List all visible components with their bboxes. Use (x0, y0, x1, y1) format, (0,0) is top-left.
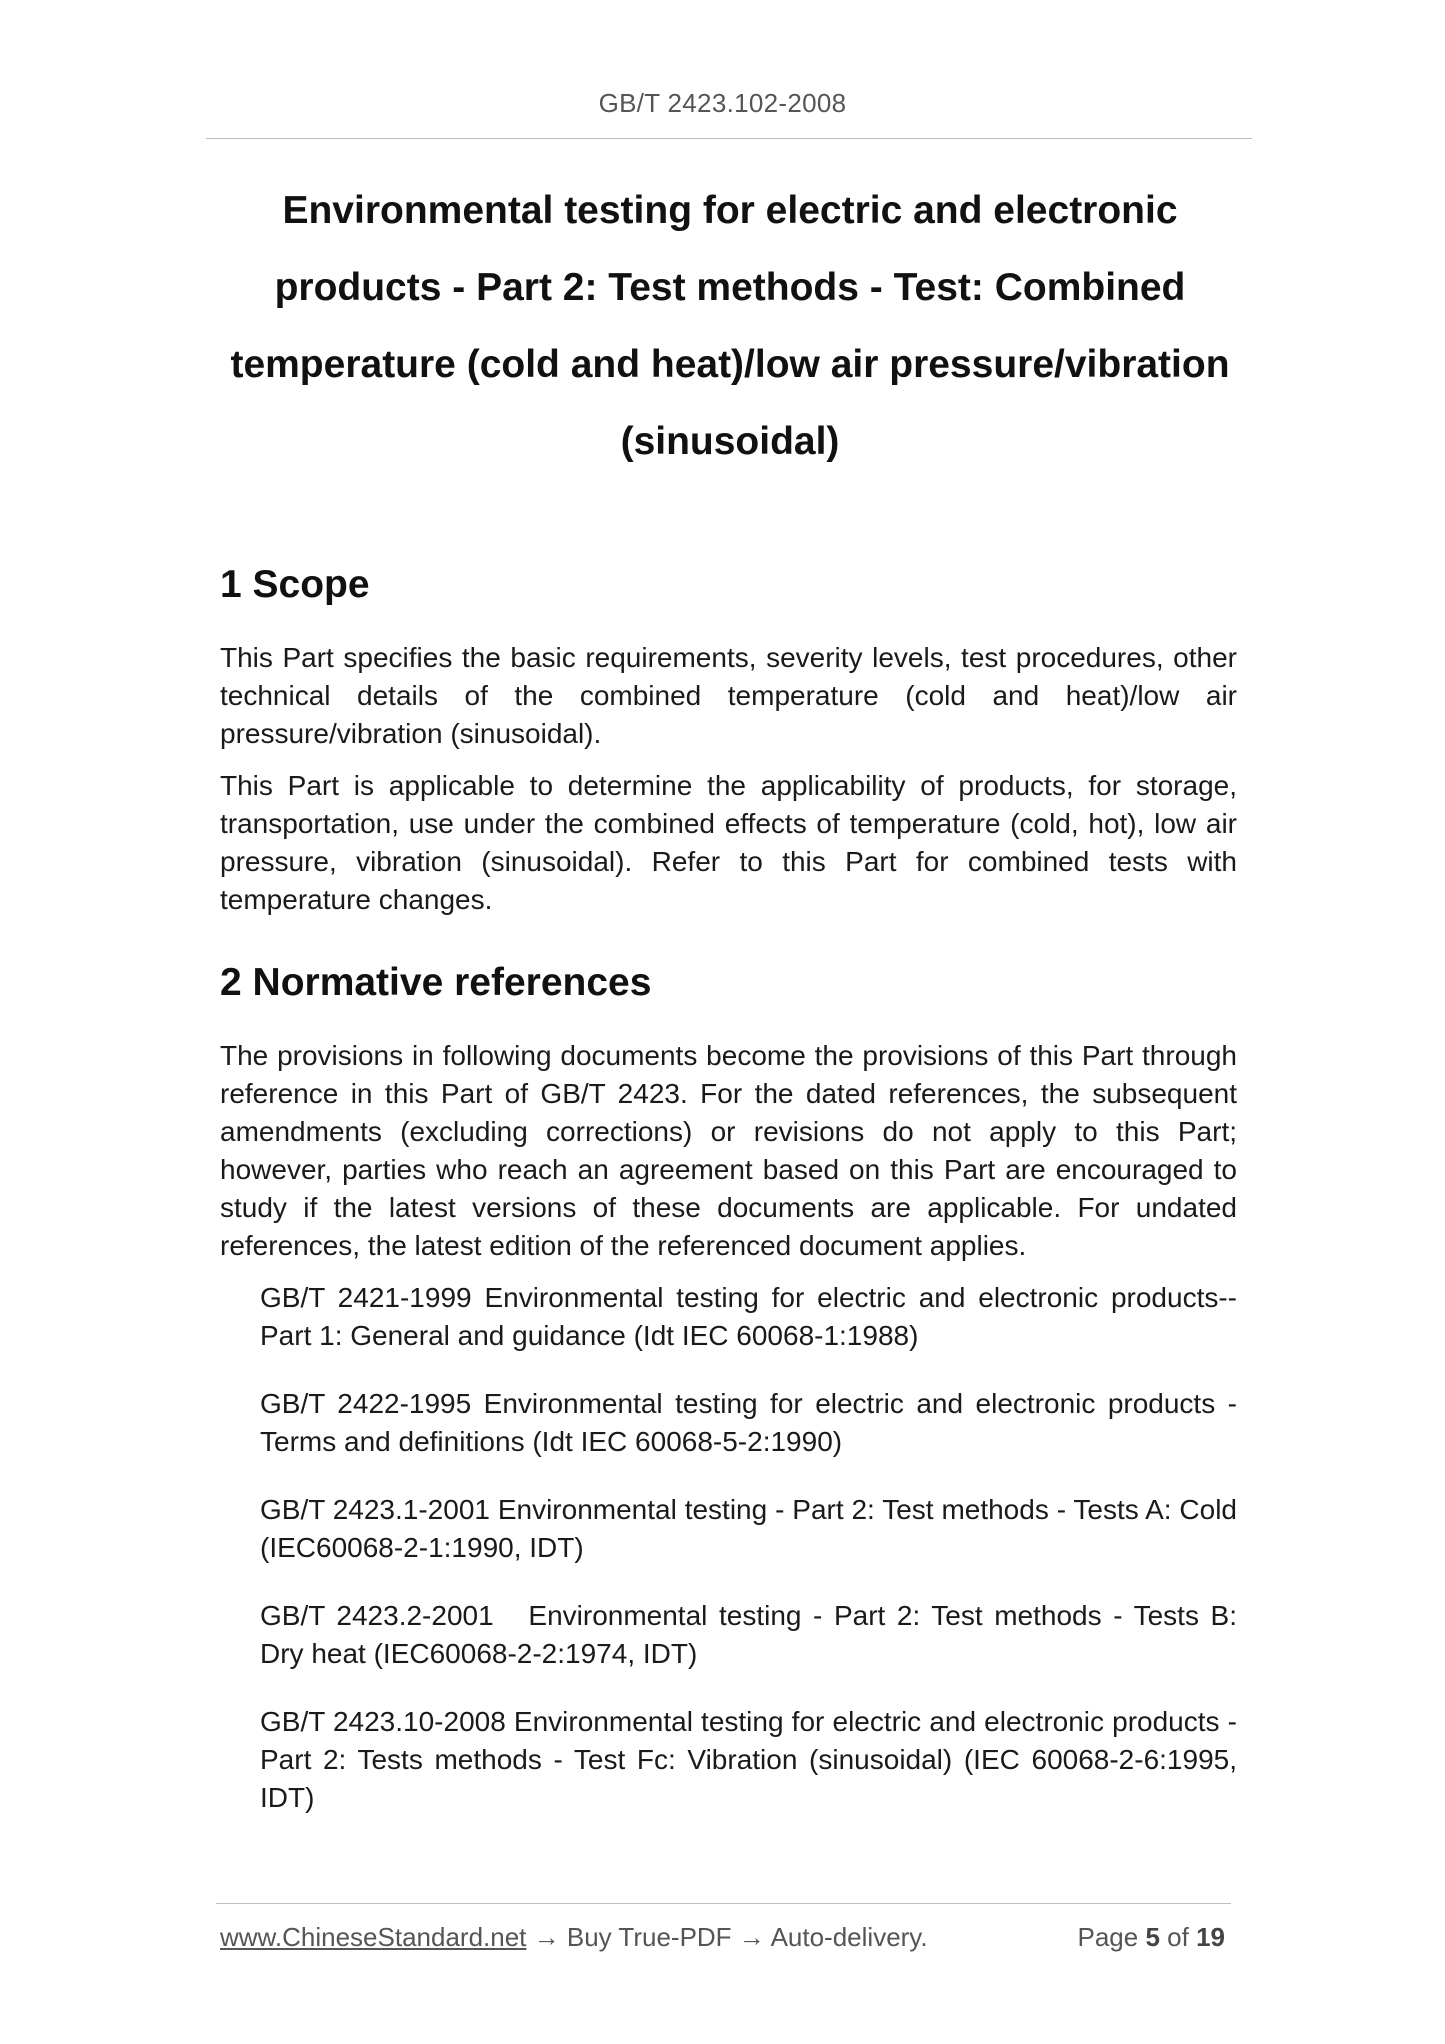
reference-item: GB/T 2422-1995 Environmental testing for electric and electronic products - Terms and definitions (Idt IEC 60068-5-2:1990) (260, 1388, 1237, 1457)
page-total: 19 (1196, 1922, 1225, 1952)
footer-divider (216, 1903, 1231, 1904)
reference-list (220, 1279, 1237, 1817)
site-link[interactable]: www.ChineseStandard.net (220, 1922, 527, 1952)
scope-paragraph-1: This Part specifies the basic requirements, severity levels, test procedures, other technical details of the combined temperature (cold and heat)/low air pressure/vibration (sinusoidal). (220, 642, 1237, 749)
footer-promo (220, 1922, 928, 1953)
reference-item: GB/T 2423.1-2001 Environmental testing - Part 2: Test methods - Tests A: Cold (IEC60068-2-1:1990, IDT) (260, 1494, 1237, 1563)
page-footer (220, 1922, 1225, 1962)
page-of-label: of (1167, 1922, 1189, 1952)
running-header: GB/T 2423.102-2008 (598, 88, 847, 118)
page-number (1077, 1922, 1225, 1953)
header-divider (206, 138, 1252, 139)
section-heading-scope: 1 Scope (220, 563, 370, 606)
reference-item: GB/T 2423.10-2008 Environmental testing for electric and electronic products - Part 2: Tests methods - Test Fc: Vibration (sinusoidal) (IEC 60068-2-6:1995, IDT) (260, 1706, 1237, 1813)
section-heading-normative-references: 2 Normative references (220, 961, 652, 1004)
reference-item: GB/T 2421-1999 Environmental testing for electric and electronic products-- Part 1: General and guidance (Idt IEC 60068-1:1988) (260, 1282, 1237, 1351)
page-current: 5 (1145, 1922, 1160, 1952)
page-label: Page (1077, 1922, 1139, 1952)
footer-promo-text: → Buy True-PDF → Auto-delivery. (526, 1922, 928, 1952)
document-title: Environmental testing for electric and electronic products - Part 2: Test methods - Test: Combined temperature (cold and heat)/low air pressure/vibration (sinusoidal) (230, 189, 1230, 463)
document-body (220, 555, 1237, 1847)
scope-paragraph-2: This Part is applicable to determine the applicability of products, for storage, transportation, use under the combined effects of temperature (cold, hot), low air pressure, vibration (sinusoidal). Refer to this Part for combined tests with temperature changes. (220, 770, 1237, 915)
references-intro-paragraph: The provisions in following documents become the provisions of this Part through reference in this Part of GB/T 2423. For the dated references, the subsequent amendments (excluding corrections) or revisions do not apply to this Part; however, parties who reach an agreement based on this Part are encouraged to study if the latest versions of these documents are applicable. For undated references, the latest edition of the referenced document applies. (220, 1040, 1237, 1261)
reference-item: GB/T 2423.2-2001 Environmental testing - Part 2: Test methods - Tests B: Dry heat (IEC60068-2-2:1974, IDT) (260, 1600, 1237, 1669)
